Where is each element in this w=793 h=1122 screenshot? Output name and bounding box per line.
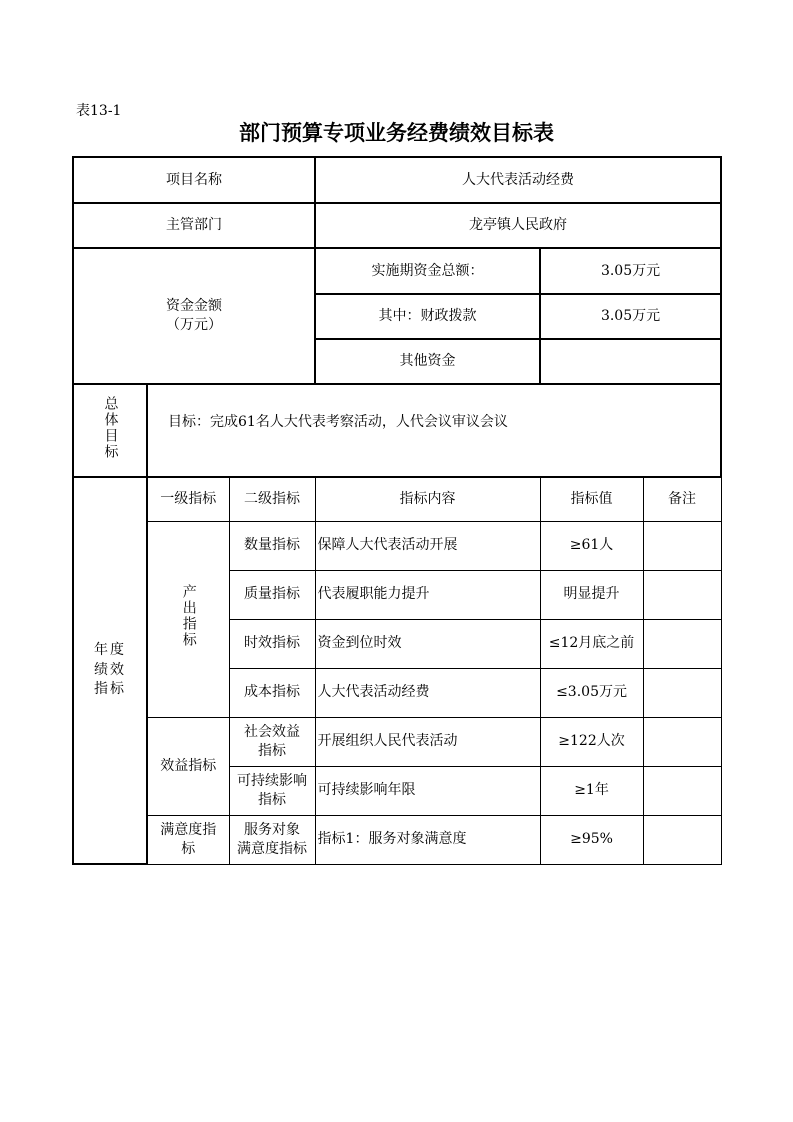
level2-line2: 指标 <box>258 742 287 759</box>
level2-line1: 可持续影响 <box>237 772 308 789</box>
content-cell: 指标1：服务对象满意度 <box>315 815 540 864</box>
indicator-row <box>73 717 721 766</box>
goal-label-text: 总体目标 <box>102 395 119 460</box>
level2-line1: 服务对象 <box>244 821 301 838</box>
funds-other-value <box>540 339 721 384</box>
note-cell <box>643 619 721 668</box>
project-name-label: 项目名称 <box>73 157 315 203</box>
table-number: 表13-1 <box>76 103 122 119</box>
content-cell: 代表履职能力提升 <box>315 570 540 619</box>
department-row <box>73 203 721 248</box>
content-cell: 可持续影响年限 <box>315 766 540 815</box>
content-cell: 保障人大代表活动开展 <box>315 521 540 570</box>
output-label <box>147 521 229 717</box>
indicator-row <box>73 815 721 864</box>
level2-cell: 质量指标 <box>229 570 315 619</box>
department-value: 龙亭镇人民政府 <box>315 203 721 248</box>
indicator-header-row <box>73 477 721 521</box>
note-cell <box>643 815 721 864</box>
header-value: 指标值 <box>540 477 643 521</box>
funds-fiscal-label: 其中：财政拨款 <box>315 294 540 339</box>
value-cell: 明显提升 <box>540 570 643 619</box>
content-cell: 人大代表活动经费 <box>315 668 540 717</box>
indicator-row <box>73 521 721 570</box>
level2-line1: 社会效益 <box>244 723 301 740</box>
value-cell: ≤12月底之前 <box>540 619 643 668</box>
header-level1: 一级指标 <box>147 477 229 521</box>
performance-target-table <box>72 156 722 865</box>
goal-label <box>73 384 147 477</box>
satisfaction-label-line2: 标 <box>181 840 196 857</box>
header-level2: 二级指标 <box>229 477 315 521</box>
level2-line2: 满意度指标 <box>237 840 308 857</box>
page-title: 部门预算专项业务经费绩效目标表 <box>239 121 554 145</box>
note-cell <box>643 521 721 570</box>
note-cell <box>643 668 721 717</box>
funds-label <box>73 248 315 384</box>
department-label: 主管部门 <box>73 203 315 248</box>
value-cell: ≥95% <box>540 815 643 864</box>
content-cell: 资金到位时效 <box>315 619 540 668</box>
benefit-label: 效益指标 <box>147 717 229 815</box>
level2-cell <box>229 717 315 766</box>
value-cell: ≤3.05万元 <box>540 668 643 717</box>
content-cell: 开展组织人民代表活动 <box>315 717 540 766</box>
note-cell <box>643 717 721 766</box>
annual-label <box>73 477 147 864</box>
annual-label-text: 年度绩效指标 <box>94 642 126 698</box>
funds-label-line1: 资金金额 <box>166 298 223 315</box>
header-content: 指标内容 <box>315 477 540 521</box>
level2-cell: 时效指标 <box>229 619 315 668</box>
level2-cell: 数量指标 <box>229 521 315 570</box>
funds-total-label: 实施期资金总额： <box>315 248 540 294</box>
value-cell: ≥1年 <box>540 766 643 815</box>
funds-total-row <box>73 248 721 294</box>
goal-row <box>73 384 721 477</box>
funds-label-line2: （万元） <box>166 317 223 333</box>
satisfaction-label-line1: 满意度指 <box>160 821 217 838</box>
level2-cell: 成本指标 <box>229 668 315 717</box>
funds-other-label: 其他资金 <box>315 339 540 384</box>
satisfaction-label <box>147 815 229 864</box>
header-note: 备注 <box>643 477 721 521</box>
output-label-text: 产出指标 <box>180 584 197 649</box>
value-cell: ≥61人 <box>540 521 643 570</box>
project-row <box>73 157 721 203</box>
funds-total-value: 3.05万元 <box>540 248 721 294</box>
note-cell <box>643 766 721 815</box>
note-cell <box>643 570 721 619</box>
level2-cell <box>229 815 315 864</box>
value-cell: ≥122人次 <box>540 717 643 766</box>
funds-fiscal-value: 3.05万元 <box>540 294 721 339</box>
project-name-value: 人大代表活动经费 <box>315 157 721 203</box>
goal-text: 目标：完成61名人大代表考察活动，人代会议审议会议 <box>147 384 721 477</box>
level2-line2: 指标 <box>258 791 287 808</box>
level2-cell <box>229 766 315 815</box>
